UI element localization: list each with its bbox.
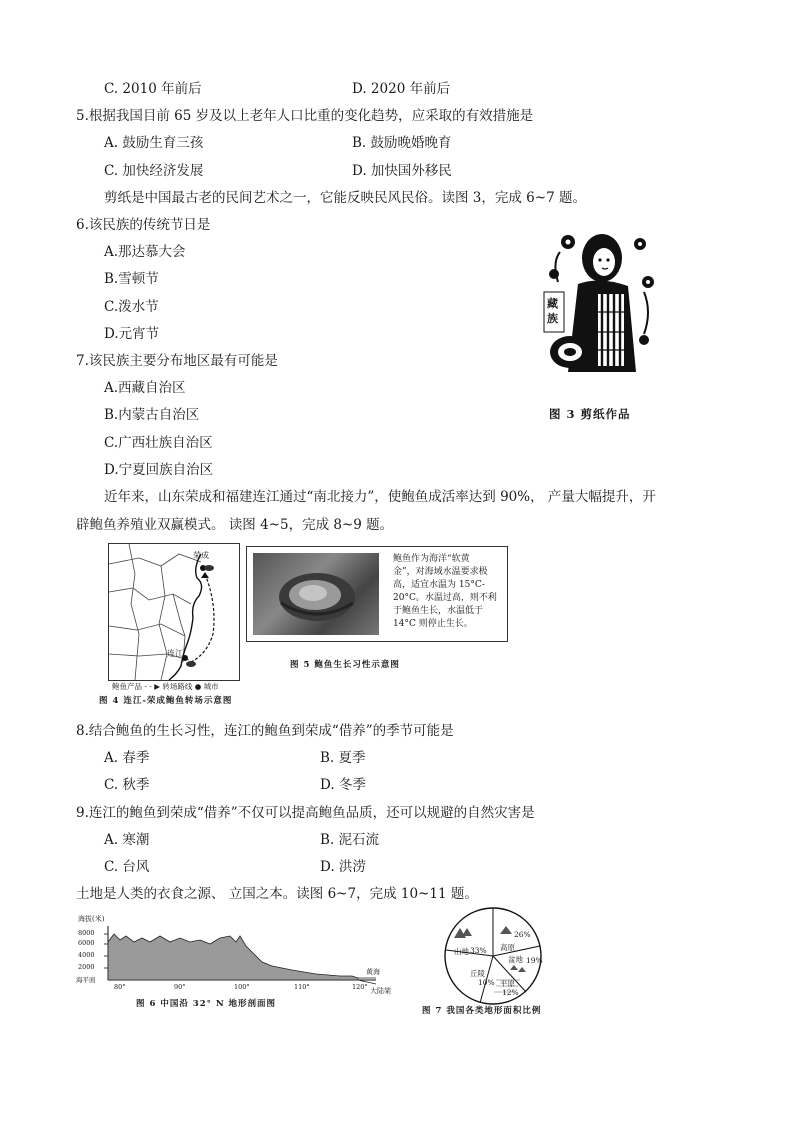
q9-option-c: C. 台风 xyxy=(104,859,150,875)
fig7-label: 丘陵 xyxy=(470,969,485,978)
fig7-circle xyxy=(440,906,546,1006)
fig4-map xyxy=(108,543,240,681)
fig6-xtick: 110° xyxy=(294,983,310,991)
fig7-label: 10% xyxy=(478,978,495,987)
fig6-xtick: 100° xyxy=(234,983,250,991)
q9-option-d: D. 洪涝 xyxy=(320,859,366,875)
fig6-shelf-label: 大陆架 xyxy=(370,987,391,995)
q4-option-d: D. 2020 年前后 xyxy=(352,81,451,97)
intro-paper-cut: 剪纸是中国最古老的民间艺术之一，它能反映民风民俗。读图 3，完成 6~7 题。 xyxy=(104,190,586,206)
fig4-caption: 图 4 连江-荣成鲍鱼转场示意图 xyxy=(99,696,233,706)
fig7-label: 33% xyxy=(470,946,487,955)
fig7-label: 山地 xyxy=(454,947,469,956)
fig6-xtick: 80° xyxy=(114,983,126,991)
q6-stem: 6.该民族的传统节日是 xyxy=(76,217,211,233)
q8-option-a: A. 春季 xyxy=(104,750,150,766)
fig5-text xyxy=(393,553,497,631)
q8-stem: 8.结合鲍鱼的生长习性，连江的鲍鱼到荣成“借养”的季节可能是 xyxy=(76,723,454,739)
fig7-caption: 图 7 我国各类地形面积比例 xyxy=(422,1006,542,1016)
q6-option-a: A.那达慕大会 xyxy=(104,244,186,260)
city-rongcheng-label: 荣成 xyxy=(193,551,209,560)
fig6-ytick: 2000 xyxy=(78,963,95,971)
q7-stem: 7.该民族主要分布地区最有可能是 xyxy=(76,353,278,369)
fig3-caption: 图 3 剪纸作品 xyxy=(549,407,631,421)
fig6-ylabel: 海拔(米) xyxy=(78,915,105,923)
fig7-label: 26% xyxy=(514,930,531,939)
fig5-caption: 图 5 鲍鱼生长习性示意图 xyxy=(290,660,400,670)
q4-option-c: C. 2010 年前后 xyxy=(104,81,202,97)
fig6-xtick: 90° xyxy=(174,983,186,991)
fig6-profile xyxy=(76,912,396,1002)
q5-option-b: B. 鼓励晚婚晚育 xyxy=(352,135,452,151)
fig6-ytick: 海平面 xyxy=(76,976,96,984)
q8-option-b: B. 夏季 xyxy=(320,750,366,766)
q9-stem: 9.连江的鲍鱼到荣成“借养”不仅可以提高鲍鱼品质，还可以规避的自然灾害是 xyxy=(76,805,535,821)
fig7-label: 盆地 xyxy=(508,955,523,964)
fig7-label: 12% xyxy=(502,988,519,997)
city-lianjiang-label: 连江 xyxy=(167,649,183,658)
q7-option-d: D.宁夏回族自治区 xyxy=(104,462,214,478)
fig7-label: 19% xyxy=(526,956,543,965)
intro-abalone-line2: 辟鲍鱼养殖业双赢模式。 读图 4~5，完成 8~9 题。 xyxy=(76,517,394,533)
q7-option-a: A.西藏自治区 xyxy=(104,380,186,396)
fig5-text-line: 鲍鱼作为海洋“软黄 xyxy=(393,554,470,564)
q5-option-c: C. 加快经济发展 xyxy=(104,163,204,179)
fig6-caption: 图 6 中国沿 32° N 地形剖面图 xyxy=(136,999,277,1009)
q5-option-a: A. 鼓励生育三孩 xyxy=(104,135,204,151)
q7-option-b: B.内蒙古自治区 xyxy=(104,407,200,423)
fig4-legend: 鲍鱼产品 - - ▶ 转场路线 ● 城市 xyxy=(112,682,219,691)
abalone-photo xyxy=(253,553,379,635)
q7-option-c: C.广西壮族自治区 xyxy=(104,435,213,451)
paper-cut-illustration xyxy=(540,222,658,384)
q5-stem: 5.根据我国目前 65 岁及以上老年人口比重的变化趋势，应采取的有效措施是 xyxy=(76,108,534,124)
fig6-ytick: 8000 xyxy=(78,929,95,937)
q6-option-b: B.雪顿节 xyxy=(104,271,159,287)
fig5-panel xyxy=(246,546,508,642)
q8-option-d: D. 冬季 xyxy=(320,777,366,793)
q9-option-b: B. 泥石流 xyxy=(320,832,380,848)
fig7-label: 平原 xyxy=(500,979,515,988)
fig5-text-line: 金”，对海域水温要求极 xyxy=(393,567,488,577)
fig6-xtick: 120° xyxy=(352,983,368,991)
paper-cut-label: 藏族 xyxy=(547,297,558,325)
fig5-text-line: 于鲍鱼生长，水温低于 xyxy=(393,606,484,616)
fig5-text-line: 20°C。水温过高，则不利 xyxy=(393,593,497,603)
fig6-sea-label: 黄海 xyxy=(366,968,380,976)
q9-option-a: A. 寒潮 xyxy=(104,832,150,848)
fig7-label: 高原 xyxy=(500,943,515,952)
q6-option-c: C.泼水节 xyxy=(104,299,159,315)
intro-land: 土地是人类的衣食之源、 立国之本。读图 6~7，完成 10~11 题。 xyxy=(76,886,478,902)
q8-option-c: C. 秋季 xyxy=(104,777,150,793)
fig5-text-line: 高，适宜水温为 15°C- xyxy=(393,580,485,590)
q5-option-d: D. 加快国外移民 xyxy=(352,163,452,179)
q6-option-d: D.元宵节 xyxy=(104,326,160,342)
fig6-ytick: 4000 xyxy=(78,951,95,959)
intro-abalone-line1: 近年来，山东荣成和福建连江通过“南北接力”，使鲍鱼成活率达到 90%， 产量大幅提升，开 xyxy=(104,489,656,505)
fig5-text-line: 14°C 则停止生长。 xyxy=(393,619,473,629)
fig6-ytick: 6000 xyxy=(78,939,95,947)
